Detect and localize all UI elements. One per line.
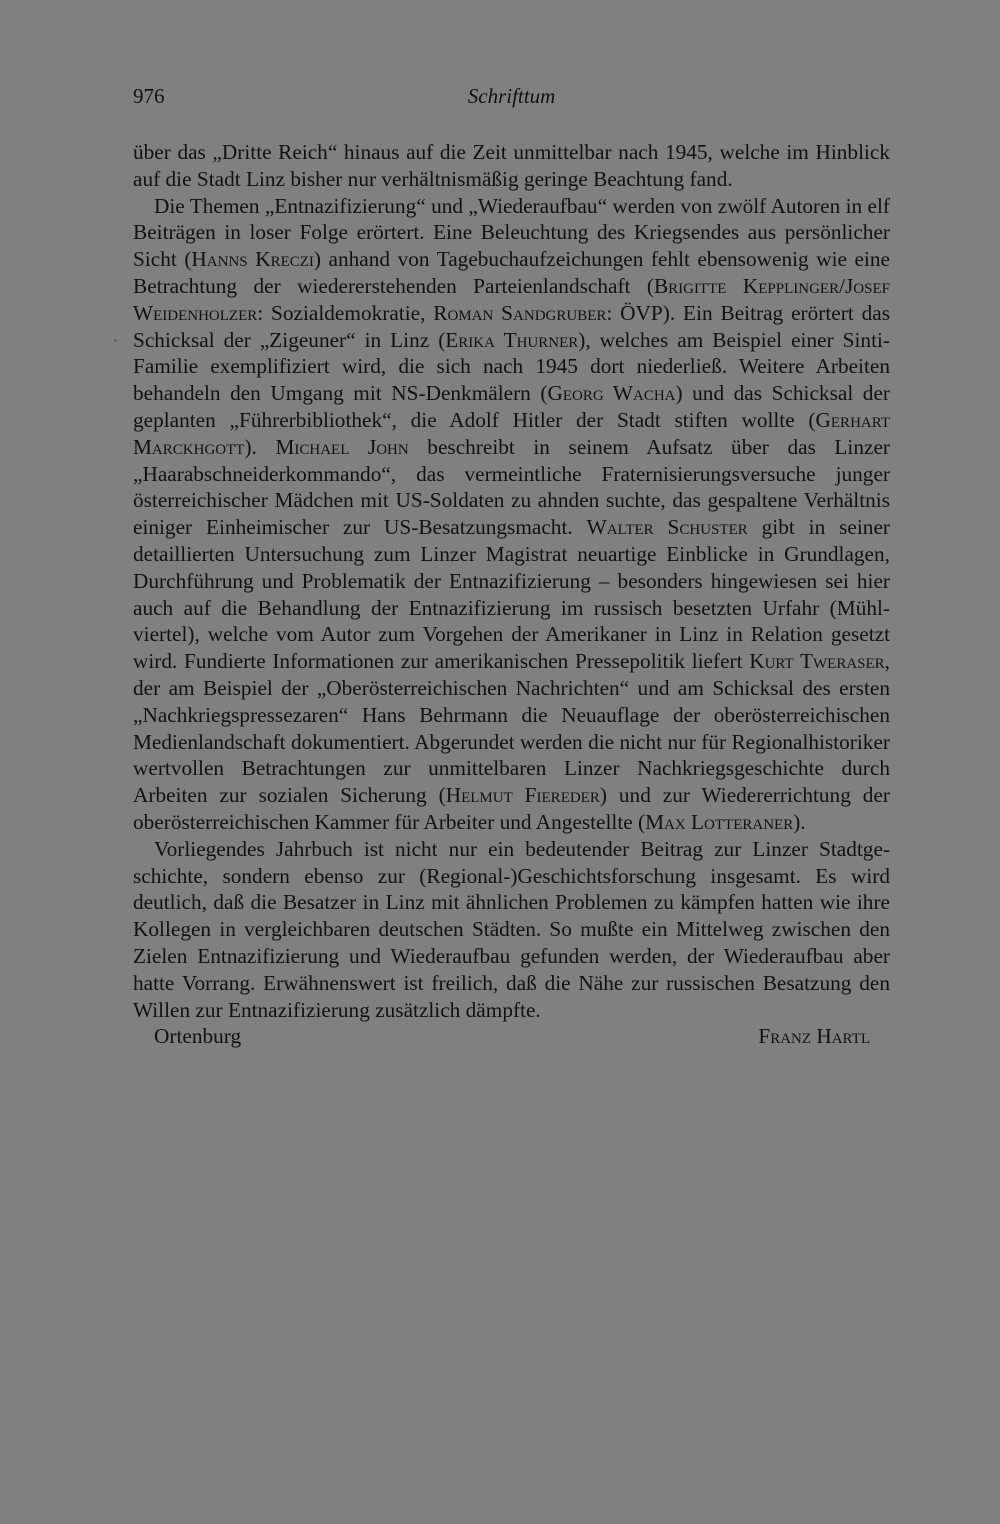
page-number: 976 [133, 84, 165, 108]
author-name: Kurt Tweraser [749, 649, 885, 674]
author-name: Michael John [275, 434, 409, 459]
reviewer-name: Franz Hartl [758, 1024, 870, 1049]
text-run: ) und das Schicksal der geplanten „Führerbibliothek“, die Adolf Hitler der Stadt stiften wollte ( [133, 381, 890, 432]
author-name: Brigitte Kepplinger/Josef Weidenholzer [133, 273, 890, 325]
author-name: Helmut Fiereder [445, 783, 600, 808]
text-run: , der am Beispiel der „Oberösterreichischen Nachrichten“ und am Schicksal des ersten „Nachkriegspressezaren“ Hans Behrmann die Neuauflage der oberösterreichischen Medienlandschaft dokumentiert. Abgerundet werden die nicht nur für Regionalhistoriker wertvollen Betrachtungen zur unmittelbaren Linzer Nachkriegsgeschichte durch Arbeiten zur sozialen Sicherung ( [133, 649, 890, 808]
author-name: Erika Thurner [445, 327, 579, 352]
paragraph-2 [133, 193, 890, 836]
text-run: gibt in seiner detaillierten Untersuchung zum Linzer Magistrat neuartige Einblicke in Grundlagen, Durchführung und Problematik der Entnazifizierung – besonders hingewiesen sei hier auch auf die Behandlung der Entnazifizierung im russisch besetzten Urfahr (Mühlviertel), welche vom Autor zum Vorgehen der Amerikaner in Linz in Relation gesetzt wird. Fundierte Informationen zur amerikanischen Pressepolitik liefert [133, 515, 890, 674]
text-run: ). [244, 434, 276, 459]
signature-line [133, 1023, 890, 1050]
text-run: beschreibt in seinem Aufsatz über das Linzer „Haarabschneiderkommando“, das vermeintliche Fraternisierungsversuche junger österreichischer Mädchen mit US-Soldaten zu ahnden suchte, das gespaltene Verhältnis einiger Einheimischer zur US-Besatzungsmacht. [133, 434, 890, 540]
text-run: Die Themen „Entnazifizierung“ und „Wiederaufbau“ werden von zwölf Autoren in elf Beiträgen in loser Folge erörtert. Eine Beleuchtung des Kriegsendes aus persönlicher Sicht ( [133, 193, 890, 272]
author-name: Walter Schuster [586, 515, 748, 540]
author-name: Roman Sandgruber [433, 300, 607, 325]
paragraph-3: Vorliegendes Jahrbuch ist nicht nur ein bedeutender Beitrag zur Linzer Stadtgeschichte, sondern ebenso zur (Regional-)Geschichtsforschung insgesamt. Es wird deutlich, daß die Besatzer in Linz mit ähnlichen Problemen zu kämpfen hatten wie ihre Kollegen in vergleichbaren deutschen Städten. So mußte ein Mittelweg zwischen den Zielen Entnazifizierung und Wiederaufbau gefunden werden, der Wiederaufbau aber hatte Vorrang. Erwähnenswert ist freilich, daß die Nähe zur russischen Besatzung den Willen zur Entnazifizierung zusätzlich dämpfte. [133, 836, 890, 1022]
section-title: Schrifttum [467, 84, 556, 108]
margin-mark [114, 339, 117, 342]
text-run: ) anhand von Tagebuchaufzeichungen fehlt ebensowenig wie eine Betrachtung der wiedererstehenden Parteienlandschaft ( [133, 247, 890, 298]
text-run: ). [793, 809, 806, 834]
review-body [133, 139, 890, 1050]
text-run: : Sozialdemokratie, [257, 300, 434, 325]
text-run: : ÖVP). Ein Beitrag erörtert das Schicksal der „Zigeuner“ in Linz ( [133, 300, 890, 352]
paragraph-1: über das „Dritte Reich“ hinaus auf die Zeit unmittelbar nach 1945, welche im Hinblick auf die Stadt Linz bisher nur verhältnismäßig geringe Beachtung fand. [133, 140, 890, 191]
author-name: Gerhart Marckhgott [133, 407, 890, 459]
text-run: ), welches am Beispiel einer Sinti-Familie exemplifiziert wird, die sich nach 1945 dort niederließ. Weitere Arbeiten behandeln den Umgang mit NS-Denkmälern ( [133, 327, 890, 406]
author-name: Hanns Kreczi [191, 247, 314, 272]
signature-place: Ortenburg [154, 1024, 242, 1049]
author-name: Max Lotteraner [645, 809, 794, 834]
running-head [133, 84, 890, 114]
text-run: ) und zur Wiedererrichtung der oberösterreichischen Kammer für Arbeiter und Angestellte ( [133, 783, 890, 834]
author-name: Georg Wacha [547, 381, 676, 406]
